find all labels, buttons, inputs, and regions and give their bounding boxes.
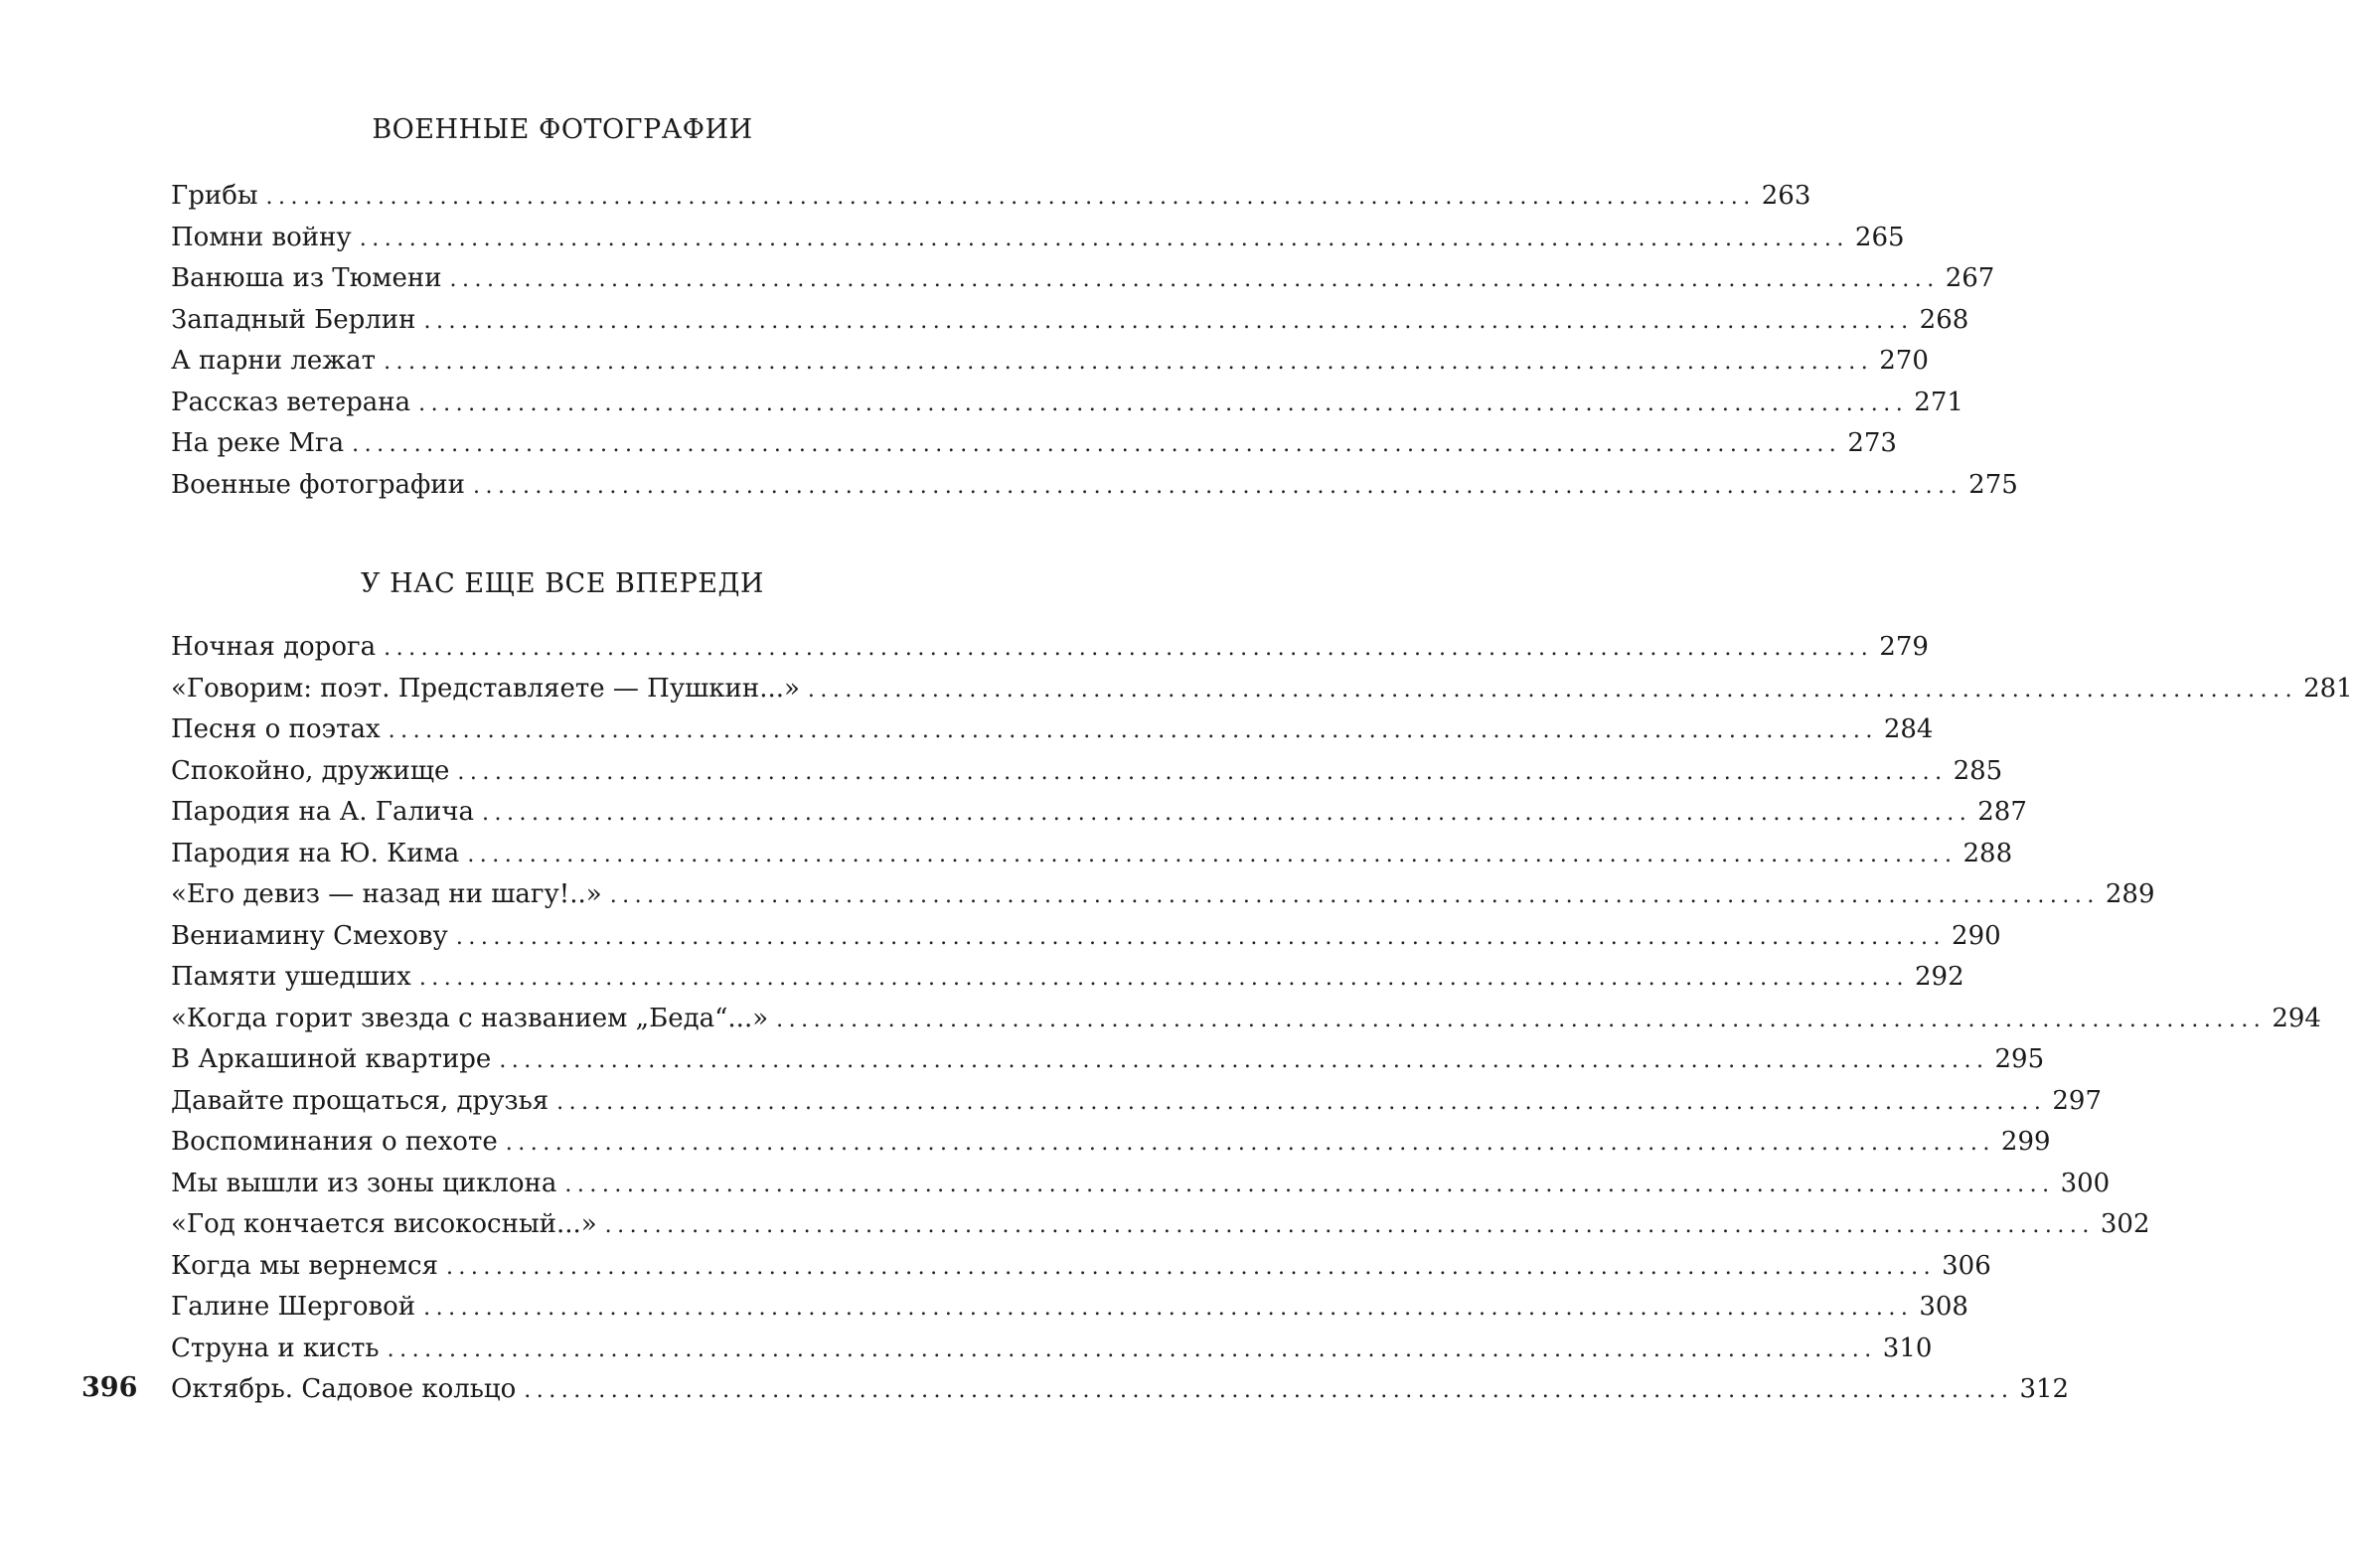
toc-entry: [171, 1369, 2070, 1411]
toc-entry-page: 299: [2000, 1127, 2051, 1157]
toc-entry: [171, 792, 2027, 834]
toc-dot-leader: ........................................................................................................................: [776, 1007, 2267, 1032]
toc-entry-page: 295: [1994, 1044, 2045, 1074]
toc-entry-title: Памяти ушедших: [171, 962, 411, 992]
toc-entry-title: Октябрь. Садовое кольцо: [171, 1374, 517, 1404]
toc-entry-page: 275: [1968, 469, 2018, 500]
toc-entry: [171, 709, 1934, 751]
toc-entry-page: 263: [1761, 181, 1811, 211]
toc-dot-leader: ........................................................................................................................: [387, 1336, 1877, 1362]
toc-entry-page: 312: [2019, 1374, 2070, 1404]
toc-entry-page: 310: [1882, 1333, 1933, 1363]
toc-dot-leader: ........................................................................................................................: [505, 1131, 1995, 1156]
toc-entry: [171, 627, 1929, 669]
toc-entry-page: 297: [2052, 1085, 2102, 1116]
toc-entry-page: 288: [1962, 838, 2013, 868]
toc-entry: [171, 1081, 2102, 1123]
toc-dot-leader: ........................................................................................................................: [449, 267, 1940, 292]
toc-entry: [171, 258, 1995, 300]
toc-dot-leader: ........................................................................................................................: [604, 1213, 2095, 1238]
toc-entry: [171, 1204, 2150, 1246]
toc-entry: [171, 834, 2013, 875]
toc-entry-title: Ванюша из Тюмени: [171, 263, 442, 293]
page-number: 396: [81, 1372, 138, 1403]
toc-entry: [171, 999, 2321, 1040]
toc-entry-title: Спокойно, дружище: [171, 755, 450, 786]
toc-entry: [171, 751, 2003, 793]
toc-entry: [171, 874, 2155, 916]
toc-entry: [171, 465, 2018, 507]
toc-entry: [171, 300, 1969, 342]
toc-dot-leader: ........................................................................................................................: [807, 677, 2298, 703]
toc-entry: [171, 669, 2353, 710]
toc-entry: [171, 341, 1929, 383]
toc-entry: [171, 916, 2001, 958]
toc-entry-page: 281: [2303, 673, 2353, 704]
toc-dot-leader: ........................................................................................................................: [467, 842, 1958, 867]
toc-dot-leader: ........................................................................................................................: [359, 226, 1849, 251]
toc-dot-leader: ........................................................................................................................: [556, 1089, 2047, 1115]
toc-dot-leader: ........................................................................................................................: [455, 924, 1947, 950]
toc-entry-page: 294: [2272, 1003, 2321, 1033]
toc-entry-title: Струна и кисть: [171, 1333, 380, 1363]
toc-entry-page: 267: [1945, 263, 1995, 293]
toc-entry-title: Пародия на Ю. Кима: [171, 838, 460, 868]
toc-entry-page: 273: [1847, 428, 1897, 458]
toc-entry-title: Западный Берлин: [171, 304, 416, 335]
toc-entry-title: В Аркашиной квартире: [171, 1044, 492, 1074]
toc-dot-leader: ........................................................................................................................: [423, 1296, 1914, 1321]
toc-entry-page: 279: [1879, 632, 1929, 662]
toc-dot-leader: ........................................................................................................................: [388, 718, 1878, 743]
toc-entry: [171, 176, 1811, 218]
toc-entry-title: Ночная дорога: [171, 632, 377, 662]
toc-entry: [171, 218, 1905, 259]
section-title: У НАС ЕЩЕ ВСЕ ВПЕРЕДИ: [361, 568, 764, 599]
toc-entry-title: На реке Мга: [171, 428, 345, 458]
section-title: ВОЕННЫЕ ФОТОГРАФИИ: [372, 114, 753, 145]
toc-dot-leader: ........................................................................................................................: [423, 308, 1914, 334]
toc-dot-leader: ........................................................................................................................: [352, 432, 1842, 457]
toc-entry-title: Давайте прощаться, друзья: [171, 1085, 549, 1116]
toc-dot-leader: ........................................................................................................................: [418, 966, 1909, 991]
toc-entry: [171, 1039, 2045, 1081]
toc-dot-leader: ........................................................................................................................: [418, 391, 1909, 416]
toc-entry-title: Помни войну: [171, 222, 352, 252]
toc-entry-page: 306: [1942, 1250, 1991, 1281]
toc-dot-leader: ........................................................................................................................: [524, 1378, 2014, 1403]
toc-entry-title: «Год кончается високосный...»: [171, 1209, 597, 1239]
toc-entry-title: Грибы: [171, 181, 258, 211]
toc-entry-page: 290: [1952, 920, 2001, 951]
toc-dot-leader: ........................................................................................................................: [499, 1048, 1989, 1073]
toc-entry-page: 268: [1919, 304, 1969, 335]
toc-dot-leader: ........................................................................................................................: [457, 759, 1948, 785]
toc-entry-title: «Его девиз — назад ни шагу!..»: [171, 879, 602, 909]
toc-entry-page: 271: [1914, 387, 1963, 417]
toc-entry-title: Пародия на А. Галича: [171, 797, 475, 827]
toc-dot-leader: ........................................................................................................................: [445, 1254, 1937, 1280]
toc-entry-page: 270: [1879, 346, 1929, 376]
toc-entry-title: А парни лежат: [171, 346, 377, 376]
toc-entry-title: Песня о поэтах: [171, 714, 381, 744]
toc-entry: [171, 423, 1897, 465]
toc-entry-page: 265: [1854, 222, 1905, 252]
toc-dot-leader: ........................................................................................................................: [384, 636, 1874, 661]
toc-entry: [171, 1287, 1968, 1329]
toc-entry-title: Воспоминания о пехоте: [171, 1127, 498, 1157]
toc-entry-title: Вениамину Смехову: [171, 920, 448, 951]
toc-entry-title: «Говорим: поэт. Представляете — Пушкин...»: [171, 673, 800, 704]
toc-entry: [171, 1329, 1933, 1370]
toc-entry: [171, 1164, 2111, 1205]
toc-dot-leader: ........................................................................................................................: [482, 801, 1972, 826]
toc-entry-page: 300: [2060, 1168, 2111, 1198]
toc-entry: [171, 957, 1964, 999]
toc-entry-title: Рассказ ветерана: [171, 387, 411, 417]
toc-dot-leader: ........................................................................................................................: [609, 883, 2100, 908]
toc-entry-title: «Когда горит звезда с названием „Беда“...»: [171, 1003, 769, 1033]
toc-entry-page: 284: [1883, 714, 1934, 744]
toc-dot-leader: ........................................................................................................................: [472, 473, 1963, 499]
toc-list: [171, 176, 2018, 506]
toc-entry: [171, 1246, 1991, 1288]
toc-dot-leader: ........................................................................................................................: [564, 1172, 2055, 1197]
toc-dot-leader: ........................................................................................................................: [384, 350, 1874, 375]
toc-entry-page: 285: [1953, 755, 2003, 786]
toc-entry: [171, 383, 1963, 424]
toc-entry: [171, 1122, 2051, 1164]
toc-entry-title: Галине Шерговой: [171, 1292, 416, 1322]
toc-entry-title: Мы вышли из зоны циклона: [171, 1168, 557, 1198]
toc-entry-title: Когда мы вернемся: [171, 1250, 438, 1281]
toc-entry-title: Военные фотографии: [171, 469, 465, 500]
toc-entry-page: 287: [1977, 797, 2027, 827]
toc-entry-page: 302: [2100, 1209, 2150, 1239]
toc-dot-leader: ........................................................................................................................: [265, 185, 1756, 210]
toc-entry-page: 308: [1919, 1292, 1968, 1322]
toc-entry-page: 292: [1915, 962, 1964, 992]
toc-list: [171, 627, 2353, 1411]
toc-entry-page: 289: [2105, 879, 2155, 909]
